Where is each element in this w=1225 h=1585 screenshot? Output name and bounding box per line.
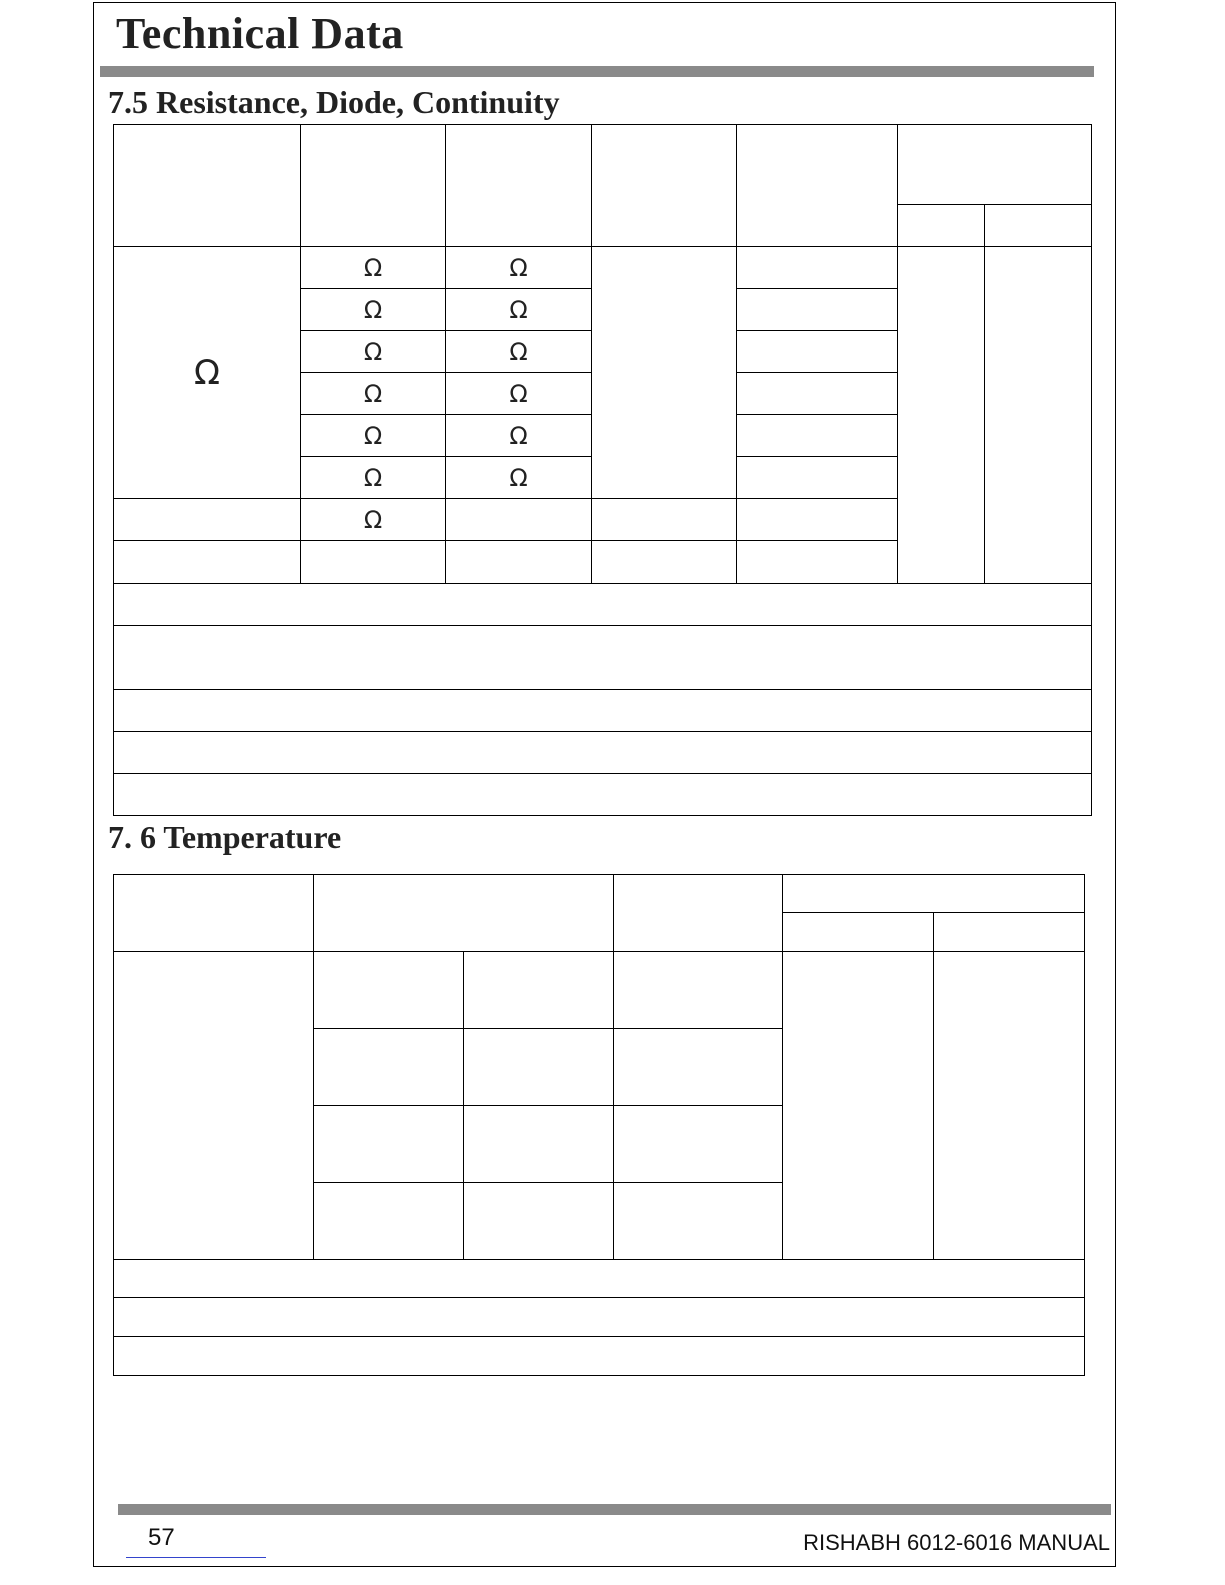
note-cell xyxy=(114,625,1092,689)
table-cell xyxy=(301,373,446,415)
ohm-symbol: Ω xyxy=(363,505,383,534)
table-cell xyxy=(446,415,592,457)
table-cell xyxy=(314,952,464,1029)
table-cell xyxy=(737,415,898,457)
table-cell xyxy=(985,247,1092,583)
table-row xyxy=(114,952,1085,1029)
table-cell xyxy=(301,541,446,583)
ohm-symbol: Ω xyxy=(509,421,528,450)
table-cell xyxy=(301,499,446,541)
section-heading-resistance: 7.5 Resistance, Diode, Continuity xyxy=(108,84,560,120)
note-row xyxy=(114,689,1092,731)
table-cell xyxy=(614,1106,783,1183)
ohm-symbol: Ω xyxy=(363,379,383,408)
table-cell xyxy=(314,1183,464,1260)
function-cell xyxy=(114,499,301,541)
table-cell xyxy=(737,247,898,289)
section-heading-temperature: 7. 6 Temperature xyxy=(108,819,342,855)
table-cell xyxy=(737,499,898,541)
subheader-cell xyxy=(783,913,934,952)
ohm-symbol: Ω xyxy=(509,463,528,492)
table-cell xyxy=(446,457,592,499)
header-cell xyxy=(614,875,783,952)
note-cell xyxy=(114,583,1092,625)
manual-name: RISHABH 6012-6016 MANUAL xyxy=(803,1530,1110,1555)
note-row xyxy=(114,1337,1085,1376)
header-cell xyxy=(737,125,898,247)
note-row xyxy=(114,731,1092,773)
subheader-cell xyxy=(985,205,1092,247)
table-cell xyxy=(301,247,446,289)
note-cell xyxy=(114,689,1092,731)
table-cell xyxy=(446,331,592,373)
table-cell xyxy=(592,541,737,583)
ohm-symbol: Ω xyxy=(363,463,383,492)
table-cell xyxy=(592,499,737,541)
ohm-symbol: Ω xyxy=(194,352,220,393)
table-cell xyxy=(446,247,592,289)
table-cell xyxy=(446,289,592,331)
page-number: 57 xyxy=(148,1524,175,1551)
resistance-table xyxy=(113,124,1092,816)
table-cell xyxy=(737,289,898,331)
function-cell-resistance xyxy=(114,247,301,499)
ohm-symbol: Ω xyxy=(509,337,528,366)
table-cell xyxy=(446,499,592,541)
header-cell xyxy=(446,125,592,247)
table-cell xyxy=(783,952,934,1260)
table-cell xyxy=(301,331,446,373)
header-cell xyxy=(314,875,614,952)
table-header-row xyxy=(114,125,1092,205)
ohm-symbol: Ω xyxy=(509,379,528,408)
function-cell xyxy=(114,952,314,1260)
table-cell xyxy=(301,415,446,457)
table-cell xyxy=(464,1029,614,1106)
table-cell xyxy=(614,1029,783,1106)
table-cell xyxy=(301,289,446,331)
note-cell xyxy=(114,773,1092,815)
table-cell xyxy=(301,457,446,499)
note-cell xyxy=(114,1337,1085,1376)
note-row xyxy=(114,773,1092,815)
table-cell xyxy=(614,1183,783,1260)
subheader-cell xyxy=(934,913,1085,952)
note-row xyxy=(114,1298,1085,1337)
header-cell xyxy=(592,125,737,247)
table-cell xyxy=(446,373,592,415)
ohm-symbol: Ω xyxy=(363,253,383,282)
table-cell xyxy=(464,1183,614,1260)
footer-rule xyxy=(118,1504,1111,1515)
table-cell xyxy=(934,952,1085,1260)
table-cell xyxy=(737,331,898,373)
page-title: Technical Data xyxy=(116,9,404,58)
table-cell xyxy=(446,541,592,583)
table-cell xyxy=(737,373,898,415)
note-row xyxy=(114,625,1092,689)
table-cell xyxy=(314,1029,464,1106)
ohm-symbol: Ω xyxy=(363,337,383,366)
page-number-underline xyxy=(126,1557,266,1558)
table-header-row xyxy=(114,875,1085,913)
ohm-symbol: Ω xyxy=(363,295,383,324)
table-cell xyxy=(592,247,737,499)
header-group-cell xyxy=(898,125,1092,205)
function-cell xyxy=(114,541,301,583)
note-cell xyxy=(114,1298,1085,1337)
table-cell xyxy=(898,247,985,583)
note-row xyxy=(114,583,1092,625)
table-cell xyxy=(737,457,898,499)
note-row xyxy=(114,1260,1085,1298)
table-cell xyxy=(737,541,898,583)
note-cell xyxy=(114,1260,1085,1298)
table-cell xyxy=(464,1106,614,1183)
subheader-cell xyxy=(898,205,985,247)
temperature-table xyxy=(113,874,1085,1376)
table-cell xyxy=(314,1106,464,1183)
header-group-cell xyxy=(783,875,1085,913)
header-cell xyxy=(114,125,301,247)
table-cell xyxy=(614,952,783,1029)
header-cell xyxy=(301,125,446,247)
header-cell xyxy=(114,875,314,952)
ohm-symbol: Ω xyxy=(509,295,528,324)
note-cell xyxy=(114,731,1092,773)
ohm-symbol: Ω xyxy=(509,253,528,282)
table-row xyxy=(114,247,1092,289)
ohm-symbol: Ω xyxy=(363,421,383,450)
table-cell xyxy=(464,952,614,1029)
header-rule xyxy=(100,66,1094,77)
